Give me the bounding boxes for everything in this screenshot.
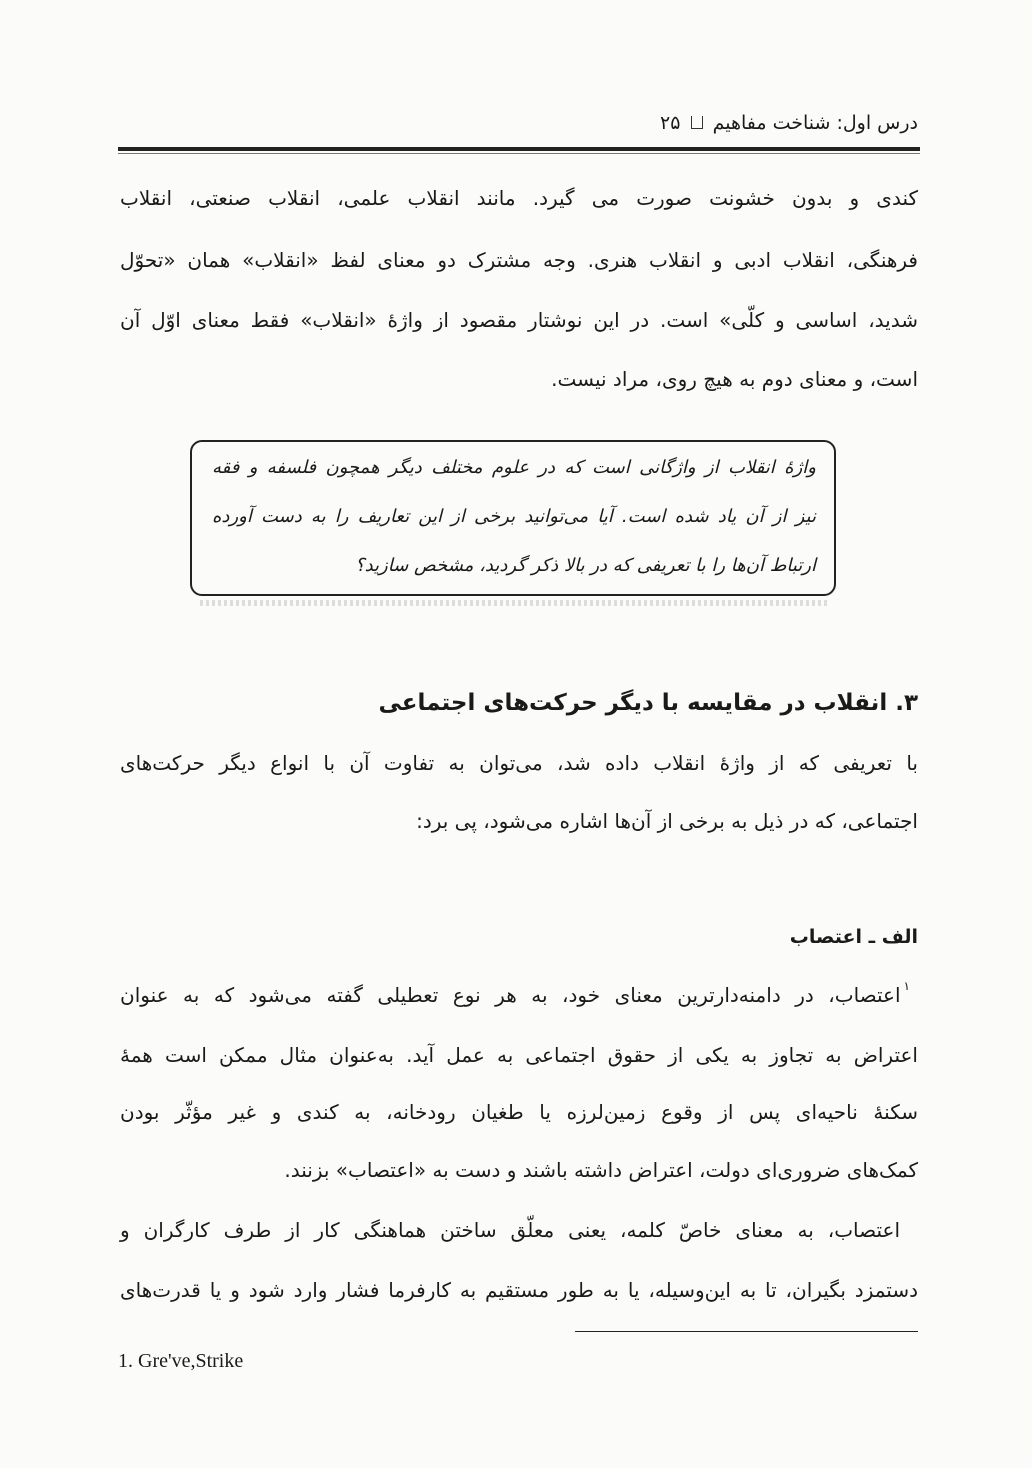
header-separator-icon	[691, 116, 703, 129]
page-number: ۲۵	[660, 112, 681, 134]
paragraph-line: کمک‌های ضروری‌ای دولت، اعتراض داشته باشند و دست به «اعتصاب» بزنند.	[284, 1158, 918, 1182]
paragraph-line: دستمزد بگیران، تا به این‌وسیله، یا به طور مستقیم به کارفرما فشار وارد شود و یا قدرت‌های	[120, 1278, 918, 1302]
paragraph-line: اعتصاب، به معنای خاصّ کلمه، یعنی معلّق ساختن هماهنگی کار از طرف کارگران و	[120, 1218, 900, 1242]
paragraph-line	[120, 980, 910, 1010]
paragraph-line: با تعریفی که از واژهٔ انقلاب داده شد، می‌توان به تفاوت آن با انواع دیگر حرکت‌های	[120, 751, 918, 775]
paragraph-line: اجتماعی، که در ذیل به برخی از آن‌ها اشاره می‌شود، پی برد:	[416, 809, 918, 833]
paragraph-line: شدید، اساسی و کلّی» است. در این نوشتار مقصود از واژهٔ «انقلاب» فقط معنای اوّل آن	[120, 308, 918, 332]
header-rule-thin	[118, 153, 920, 154]
footnote-rule	[575, 1331, 918, 1332]
question-line: ارتباط آن‌ها را با تعریفی که در بالا ذکر گردید، مشخص سازید؟	[355, 555, 816, 576]
question-line: واژهٔ انقلاب از واژگانی است که در علوم مختلف دیگر همچون فلسفه و فقه	[212, 457, 816, 478]
paragraph-text: اعتصاب، در دامنه‌دارترین معنای خود، به هر نوع تعطیلی گفته می‌شود که به عنوان	[120, 983, 901, 1007]
paragraph-line: سکنهٔ ناحیه‌ای پس از وقوع زمین‌لرزه یا طغیان رودخانه، به کندی و غیر مؤثّر بودن	[120, 1100, 918, 1124]
paragraph-line: اعتراض به تجاوز به یکی از حقوق اجتماعی به عمل آید. به‌عنوان مثال ممکن است همهٔ	[120, 1043, 918, 1067]
header-rule	[118, 147, 920, 151]
subheading: الف ـ اعتصاب	[789, 926, 918, 948]
footnote-marker: ۱	[903, 979, 910, 993]
running-header	[120, 112, 918, 134]
paragraph-line: فرهنگی، انقلاب ادبی و انقلاب هنری. وجه مشترک دو معنای لفظ «انقلاب» همان «تحوّل	[120, 248, 918, 272]
footnote: 1. Gre've,Strike	[118, 1350, 244, 1372]
question-line: نیز از آن یاد شده است. آیا می‌توانید برخی از این تعاریف را به دست آورده	[212, 506, 816, 527]
box-shadow	[200, 600, 830, 606]
paragraph-line: کندی و بدون خشونت صورت می گیرد. مانند انقلاب علمی، انقلاب صنعتی، انقلاب	[120, 186, 918, 210]
paragraph-line: است، و معنای دوم به هیچ روی، مراد نیست.	[551, 367, 918, 391]
header-title: درس اول: شناخت مفاهیم	[712, 112, 918, 134]
section-heading: ۳. انقلاب در مقایسه با دیگر حرکت‌های اجتماعی	[378, 690, 918, 716]
